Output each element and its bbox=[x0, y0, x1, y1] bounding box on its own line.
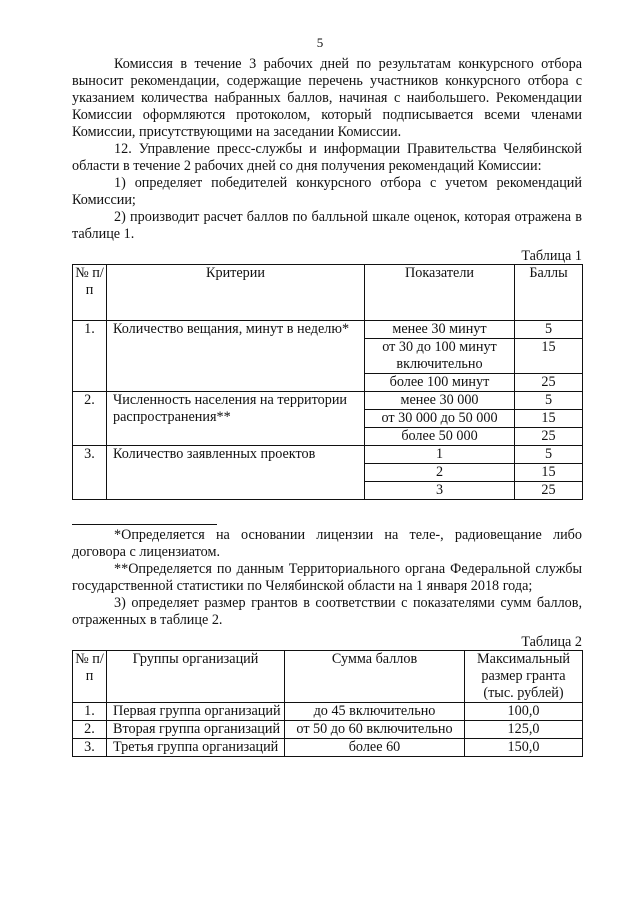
table1-header-num: № п/п bbox=[73, 265, 107, 321]
table2-row-num: 2. bbox=[73, 721, 107, 739]
table1-row-num: 3. bbox=[73, 446, 107, 500]
table2-group: Вторая группа организаций bbox=[107, 721, 285, 739]
paragraph-item-3: 3) определяет размер грантов в соответствии с показателями сумм баллов, отраженных в таблице 2. bbox=[72, 595, 582, 628]
table1-indicator: 3 bbox=[365, 482, 515, 500]
table1-indicator: 1 bbox=[365, 446, 515, 464]
page-number: 5 bbox=[316, 35, 324, 50]
table1-points: 5 bbox=[515, 446, 583, 464]
table2-row-num: 1. bbox=[73, 703, 107, 721]
table-row bbox=[73, 703, 583, 721]
table-row bbox=[73, 446, 583, 464]
table2-group: Третья группа организаций bbox=[107, 739, 285, 757]
footnote-2: **Определяется по данным Территориального органа Федеральной службы государственной статистики по Челябинской области на 1 января 2018 года; bbox=[72, 561, 582, 594]
table1-points: 15 bbox=[515, 339, 583, 374]
table1-indicator: 2 bbox=[365, 464, 515, 482]
table1-caption: Таблица 1 bbox=[521, 248, 582, 264]
paragraph-item-2: 2) производит расчет баллов по балльной шкале оценок, которая отражена в таблице 1. bbox=[72, 209, 582, 242]
table-row bbox=[73, 739, 583, 757]
table1-header-points: Баллы bbox=[515, 265, 583, 321]
table2-grant: 100,0 bbox=[465, 703, 583, 721]
table2-header-groups: Группы организаций bbox=[107, 651, 285, 703]
table2-caption: Таблица 2 bbox=[521, 634, 582, 650]
table1-points: 5 bbox=[515, 392, 583, 410]
table1-indicator: менее 30 минут bbox=[365, 321, 515, 339]
document-body bbox=[72, 56, 582, 757]
table2-row-num: 3. bbox=[73, 739, 107, 757]
table2-grant: 150,0 bbox=[465, 739, 583, 757]
paragraph-commission: Комиссия в течение 3 рабочих дней по результатам конкурсного отбора выносит рекомендации, содержащие перечень участников конкурсного отбора с указанием количества набранных баллов, начиная с наибольшего. Рекомендации Комиссии оформляются протоколом, который подписывается всеми членами Комиссии, присутствующими на заседании Комиссии. bbox=[72, 56, 582, 140]
table1-header-criteria: Критерии bbox=[107, 265, 365, 321]
table-row bbox=[73, 392, 583, 410]
paragraph-12: 12. Управление пресс-службы и информации Правительства Челябинской области в течение 2 рабочих дней со дня получения рекомендаций Комиссии: bbox=[72, 141, 582, 174]
table1-indicator: от 30 до 100 минут включительно bbox=[365, 339, 515, 374]
table-row bbox=[73, 321, 583, 339]
table2-sum: более 60 bbox=[285, 739, 465, 757]
table1-points: 5 bbox=[515, 321, 583, 339]
footnote-divider bbox=[72, 524, 217, 525]
table1 bbox=[72, 264, 583, 500]
table2 bbox=[72, 650, 583, 757]
table1-points: 25 bbox=[515, 374, 583, 392]
table1-points: 15 bbox=[515, 410, 583, 428]
table1-row-num: 1. bbox=[73, 321, 107, 392]
table2-header-row bbox=[73, 651, 583, 703]
table2-sum: от 50 до 60 включительно bbox=[285, 721, 465, 739]
table2-grant: 125,0 bbox=[465, 721, 583, 739]
table1-header-indicators: Показатели bbox=[365, 265, 515, 321]
paragraph-item-1: 1) определяет победителей конкурсного отбора с учетом рекомендаций Комиссии; bbox=[72, 175, 582, 208]
table1-row-num: 2. bbox=[73, 392, 107, 446]
table2-group: Первая группа организаций bbox=[107, 703, 285, 721]
table1-criterion: Количество заявленных проектов bbox=[107, 446, 365, 500]
table2-sum: до 45 включительно bbox=[285, 703, 465, 721]
table2-header-num: № п/п bbox=[73, 651, 107, 703]
table1-indicator: от 30 000 до 50 000 bbox=[365, 410, 515, 428]
table1-points: 15 bbox=[515, 464, 583, 482]
table1-indicator: более 100 минут bbox=[365, 374, 515, 392]
table-row bbox=[73, 721, 583, 739]
table1-indicator: более 50 000 bbox=[365, 428, 515, 446]
table1-criterion: Численность населения на территории распространения** bbox=[107, 392, 365, 446]
table1-points: 25 bbox=[515, 428, 583, 446]
footnote-1: *Определяется на основании лицензии на теле-, радиовещание либо договора с лицензиатом. bbox=[72, 527, 582, 560]
table1-criterion: Количество вещания, минут в неделю* bbox=[107, 321, 365, 392]
table1-points: 25 bbox=[515, 482, 583, 500]
table2-header-max-grant: Максимальный размер гранта (тыс. рублей) bbox=[465, 651, 583, 703]
table1-indicator: менее 30 000 bbox=[365, 392, 515, 410]
table1-header-row bbox=[73, 265, 583, 321]
table2-header-sum: Сумма баллов bbox=[285, 651, 465, 703]
